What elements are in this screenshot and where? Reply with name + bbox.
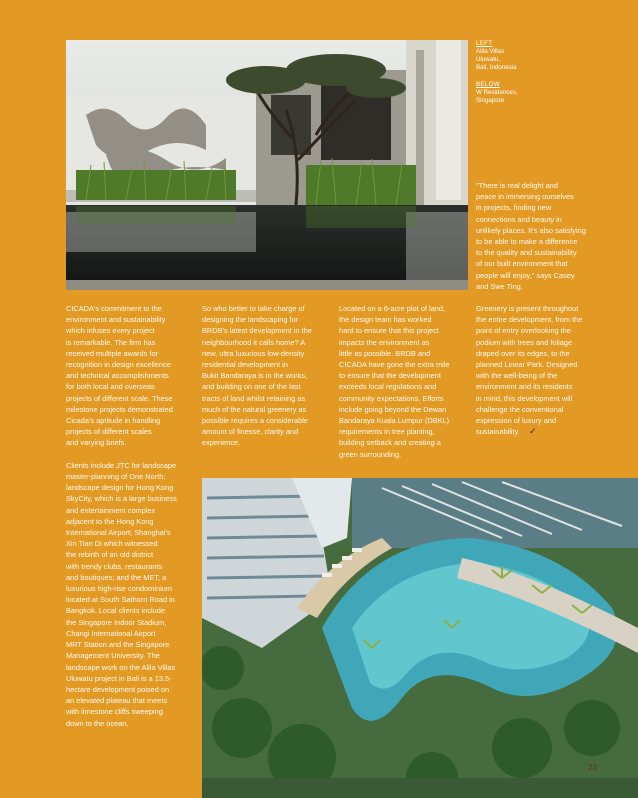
end-mark-icon: ✓ bbox=[529, 426, 537, 436]
w-residences-photo bbox=[202, 478, 638, 798]
caption-below-label: BELOW bbox=[476, 81, 500, 88]
body-column-3: Located on a 6-acre plot of land, the design team has worked hard to ensure that this project impacts the environment as little as possible. BRDB and CICADA have gone the extra mile to ensure that the development exceeds local regulations and community expectations. Efforts include going beyond the Dewan Bandaraya Kuala Lumpur (DBKL) requirements in tree planting, building setback and creating a green surrounding. bbox=[339, 304, 450, 459]
body-column-1: CICADA's commitment to the environment and sustainability which infuses every project is remarkable. The firm has received multiple awards for recognition in design excellence and technical accomplishments for both local and overseas projects of different scale. These milestone projects demonstrated Cicada's aptitude in handling projects of different scales and varying briefs. Clients include JTC for landscape master-planning of One North; landscape design for Hong Kong SkyCity, which is a large business and entertainment complex adjacent to the Hong Kong International Airport; Shanghai's Xin Tian Di which witnessed the rebirth of an old district with trendy clubs, restaurants and boutiques; and the MET, a luxurious high-rise condominium located at South Sathorn Road in Bangkok. Local clients include the Singapore Indoor Stadium, Changi International Airport MRT Station and the Singapore Management University. The landscape work on the Alila Villas Uluwatu project in Bali is a 13.5- hectare development poised on an elevated plateau that meets with limestone cliffs sweeping down to the ocean. bbox=[66, 304, 177, 728]
caption-left-text: Alila Villas Uluwatu, Bali, Indonesia bbox=[476, 48, 517, 71]
alila-villas-photo bbox=[66, 40, 468, 290]
caption-left bbox=[476, 40, 517, 72]
body-column-4: Greenery is present throughout the entire development, from the point of entry overlooking the podium with trees and foliage draped over its edges, to the planned Linear Park. Designed with the well-being of the environment and its residents in mind, this development will challenge the conventional expression of luxury and sustainability. bbox=[476, 304, 583, 437]
pull-quote: "There is real delight and peace in immersing ourselves in projects, finding new connections and beauty in unlikely places. It's also satisfying to be able to make a difference to the quality and sustainability of our built environment that people will enjoy," says Casey and Swe Ting. bbox=[476, 181, 586, 291]
body-column-2: So who better to take charge of designing the landscaping for BRDB's latest development in the neighbourhood it calls home? A new, ultra luxurious low-density residential development in Bukit Bandaraya is in the works, and building on one of the last tracts of land whilst retaining as much of the natural greenery as possible requires a considerable amount of finesse, clarity and experience. bbox=[202, 304, 312, 448]
caption-left-label: LEFT bbox=[476, 40, 493, 47]
caption-below bbox=[476, 81, 518, 105]
caption-below-text: W Residences, Singapore bbox=[476, 89, 518, 104]
page-number: 23 bbox=[588, 763, 597, 772]
